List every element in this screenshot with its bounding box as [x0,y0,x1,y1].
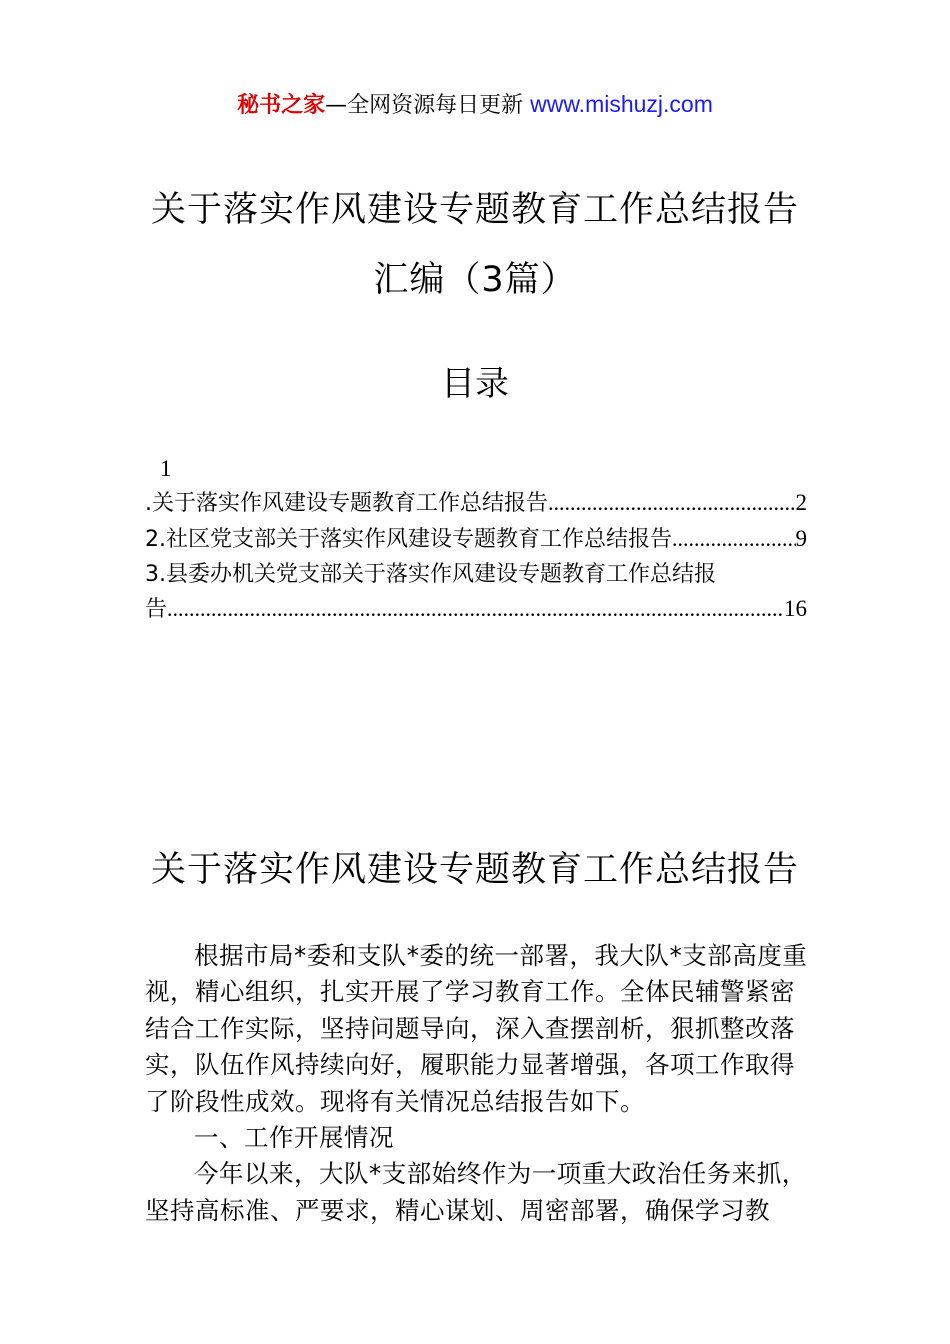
body-paragraph-intro: 根据市局*委和支队*委的统一部署，我大队*支部高度重视，精心组织，扎实开展了学习教育工作。全体民辅警紧密结合工作实际，坚持问题导向，深入查摆剖析，狠抓整改落实，队伍作风持续向好，履职能力显著增强，各项工作取得了阶段性成效。现将有关情况总结报告如下。 [145,941,808,1116]
site-header [0,88,950,122]
toc-item-1-page: 2 [795,490,807,515]
toc-item-2-page: 9 [795,526,807,551]
brand-name: 秘书之家 [237,93,326,118]
toc-item-2-label: 2.社区党支部关于落实作风建设专题教育工作总结报告 [145,527,672,552]
toc-leader-dots [548,486,796,520]
toc-item-3[interactable] [145,558,807,592]
toc-item-1-label: .关于落实作风建设专题教育工作总结报告 [145,491,548,516]
toc-item-1[interactable] [145,486,807,521]
body-paragraph: 今年以来，大队*支部始终作为一项重大政治任务来抓，坚持高标准、严要求，精心谋划、周密部署，确保学习教 [145,1159,807,1225]
toc-item-2[interactable] [145,522,807,557]
document-title-line1: 关于落实作风建设专题教育工作总结报告 [150,190,799,230]
toc-item-3-cont[interactable] [145,592,807,627]
toc-item-1-number: 1 [160,456,172,481]
toc-leader-dots [167,592,784,626]
toc-item-3-page: 16 [784,596,807,621]
header-tagline: —全网资源每日更新 [325,93,531,118]
toc-item-3-label-line2: 告 [145,597,168,622]
toc-heading: 目录 [441,364,509,404]
body-subheading: 一、工作开展情况 [194,1123,394,1153]
toc-leader-dots [672,522,796,556]
toc-item-3-label-line1: 3.县委办机关党支部关于落实作风建设专题教育工作总结报 [145,562,716,587]
site-url[interactable]: www.mishuzj.com [530,91,713,117]
body-text [145,938,815,1229]
section-title: 关于落实作风建设专题教育工作总结报告 [150,850,799,890]
document-title-line2: 汇编（3篇） [373,260,577,300]
